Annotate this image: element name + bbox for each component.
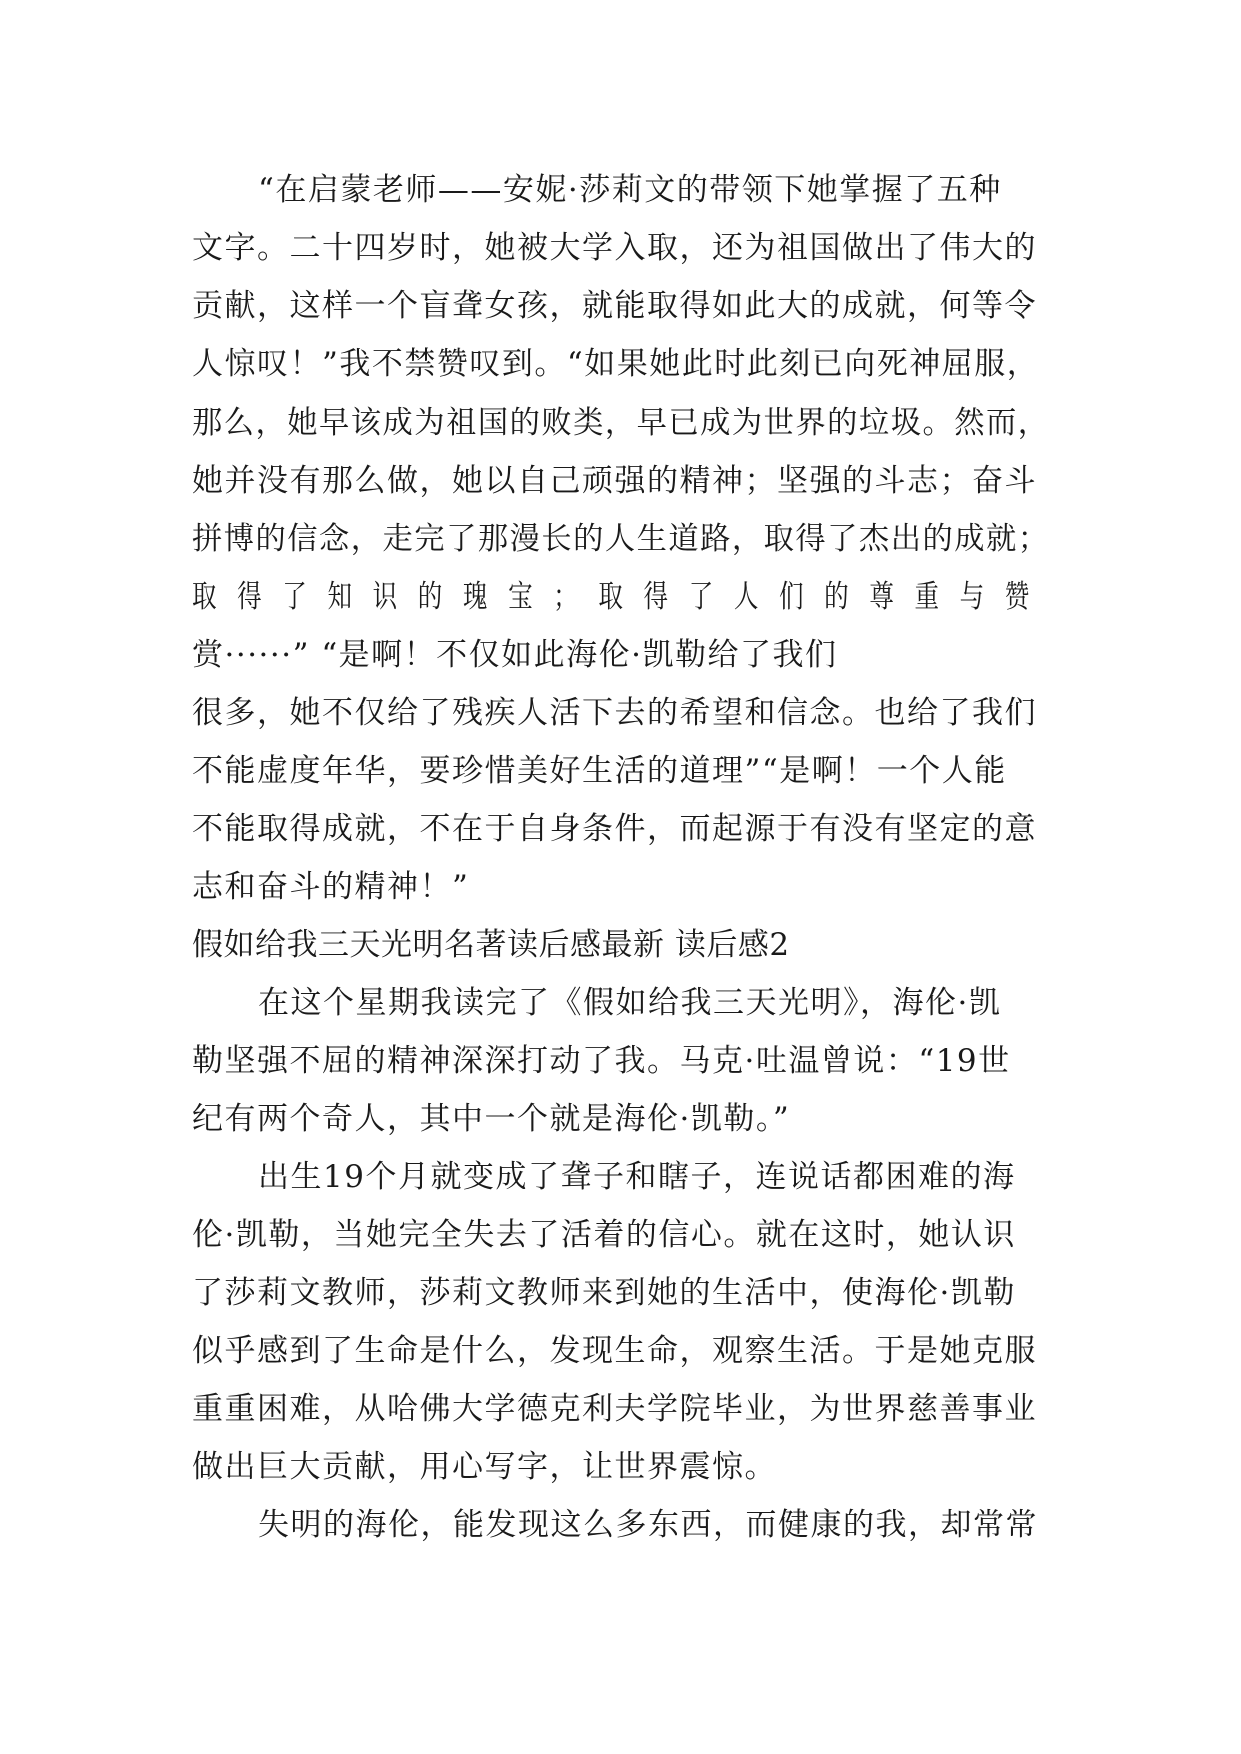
text-line: 很多，她不仅给了残疾人活下去的希望和信念。也给了我们 [192,695,1037,731]
text-line: 做出巨大贡献，用心写字，让世界震惊。 [192,1449,777,1485]
text-line: 她并没有那么做，她以自己顽强的精神；坚强的斗志；奋斗 [192,463,1037,499]
text-line: 赏······” “是啊！不仅如此海伦·凯勒给了我们 [192,637,838,673]
text-line: 不能虚度年华，要珍惜美好生活的道理”“是啊！一个人能 [192,753,1007,789]
text-line: 取得了知识的瑰宝；取得了人们的尊重与赞 [192,579,1050,615]
section-heading: 假如给我三天光明名著读后感最新 读后感2 [192,927,790,963]
text-line: 不能取得成就，不在于自身条件，而起源于有没有坚定的意 [192,811,1037,847]
text-line: 文字。二十四岁时，她被大学入取，还为祖国做出了伟大的 [192,230,1037,266]
text-line: 纪有两个奇人，其中一个就是海伦·凯勒。” [192,1101,791,1137]
text-line: 在这个星期我读完了《假如给我三天光明》，海伦·凯 [258,985,1002,1021]
text-line: 重重困难，从哈佛大学德克利夫学院毕业，为世界慈善事业 [192,1391,1037,1427]
text-line: 似乎感到了生命是什么，发现生命，观察生活。于是她克服 [192,1333,1037,1369]
text-line: 志和奋斗的精神！” [192,869,470,905]
text-line: 那么，她早该成为祖国的败类，早已成为世界的垃圾。然而， [192,405,1050,441]
text-line: 人惊叹！”我不禁赞叹到。“如果她此时此刻已向死神屈服， [192,346,1040,382]
text-line: 贡献，这样一个盲聋女孩，就能取得如此大的成就，何等令 [192,288,1037,324]
text-line: 拼博的信念，走完了那漫长的人生道路，取得了杰出的成就； [192,521,1050,557]
text-line: 了莎莉文教师，莎莉文教师来到她的生活中，使海伦·凯勒 [192,1275,1016,1311]
text-line: 伦·凯勒，当她完全失去了活着的信心。就在这时，她认识 [192,1217,1016,1253]
text-line: “在启蒙老师——安妮·莎莉文的带领下她掌握了五种 [258,172,1002,208]
text-line: 勒坚强不屈的精神深深打动了我。马克·吐温曾说：“19世 [192,1043,1011,1079]
text-line: 出生19个月就变成了聋子和瞎子，连说话都困难的海 [258,1159,1016,1195]
text-line: 失明的海伦，能发现这么多东西，而健康的我，却常常 [258,1507,1038,1543]
